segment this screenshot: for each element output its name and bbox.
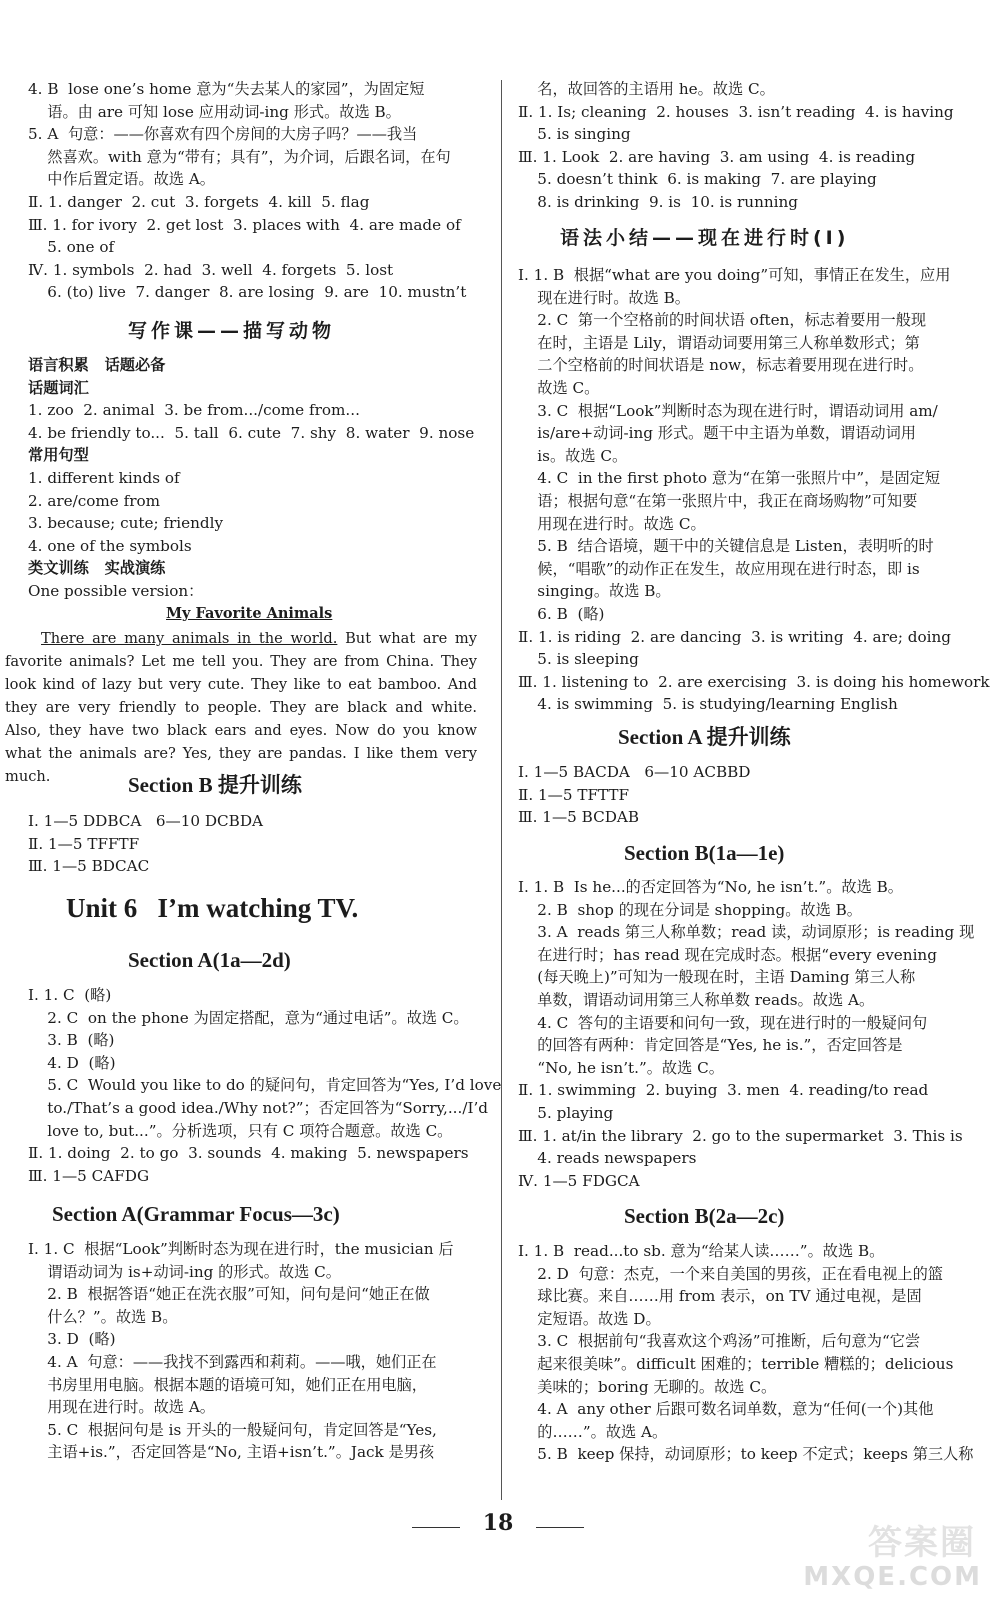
answer-line: 5. B keep 保持，动词原形；to keep 不定式；keeps 第三人称	[518, 1445, 974, 1464]
answer-line: 5. C Would you like to do 的疑问句，肯定回答为“Yes, I’d love	[28, 1076, 502, 1095]
answer-line: 4. A 句意：——我找不到露西和莉莉。——哦，她们正在	[28, 1353, 437, 1371]
answer-line: 4. reads newspapers	[518, 1149, 697, 1168]
answer-line: 4. D (略)	[28, 1053, 116, 1072]
section-b-practice-heading: Section B 提升训练	[128, 773, 302, 797]
answer-line: 书房里用电脑。根据本题的语境可知，她们正在用电脑，	[28, 1375, 427, 1394]
answer-line: 5. is singing	[518, 125, 631, 144]
answer-line: 1. zoo 2. animal 3. be from.../come from...	[28, 401, 360, 420]
answer-line: Ⅲ. 1. Look 2. are having 3. am using 4. is reading	[518, 147, 916, 166]
answer-line: One possible version：	[28, 582, 204, 600]
answer-line: Ⅰ. 1. B read...to sb. 意为“给某人读……”。故选 B。	[518, 1242, 885, 1260]
answer-line: Ⅰ. 1. C 根据“Look”判断时态为现在进行时，the musician 后	[28, 1240, 454, 1258]
answer-line: 现在进行时。故选 B。	[518, 288, 690, 307]
answer-line: 2. D 句意：杰克，一个来自美国的男孩，正在看电视上的篮	[518, 1264, 943, 1283]
answer-line: to./That’s a good idea./Why not?”；否定回答为“Sorry,.../I’d	[28, 1099, 488, 1117]
section-b-1a-1e-heading: Section B(1a—1e)	[624, 841, 785, 865]
answer-line: Ⅲ. 1. at/in the library 2. go to the supermarket 3. This is	[518, 1126, 963, 1145]
answer-line: 主语+is.”，否定回答是“No, 主语+isn’t.”。Jack 是男孩	[28, 1443, 435, 1462]
answer-line: 名，故回答的主语用 he。故选 C。	[518, 80, 775, 98]
answer-line: Ⅲ. 1—5 CAFDG	[28, 1166, 150, 1185]
essay-title: My Favorite Animals	[166, 605, 333, 622]
answer-line: 2. B shop 的现在分词是 shopping。故选 B。	[518, 900, 862, 919]
answer-line: Ⅱ. 1. Is; cleaning 2. houses 3. isn’t reading 4. is having	[518, 102, 954, 121]
answer-line: 5. A 句意：——你喜欢有四个房间的大房子吗？——我当	[28, 125, 418, 144]
answer-line: 6. B (略)	[518, 605, 605, 623]
essay-first-sentence: There are many animals in the world.	[41, 630, 338, 647]
column-divider	[501, 80, 502, 1500]
answer-line: is/are+动词-ing 形式。题干中主语为单数，谓语动词用	[518, 424, 916, 443]
answer-line: 语。由 are 可知 lose 应用动词-ing 形式。故选 B。	[28, 102, 401, 121]
page-number: 18	[482, 1510, 514, 1536]
section-a-practice-heading: Section A 提升训练	[618, 725, 791, 749]
answer-line: Ⅲ. 1—5 BDCAC	[28, 857, 150, 876]
answer-line: 语；根据句意“在第一张照片中，我正在商场购物”可知要	[518, 492, 918, 510]
answer-line: is。故选 C。	[518, 446, 628, 465]
answer-line: 的回答有两种：肯定回答是“Yes, he is.”，否定回答是	[518, 1036, 903, 1055]
unit-heading: Unit 6 I’m watching TV.	[66, 893, 359, 923]
answer-line: Ⅱ. 1. swimming 2. buying 3. men 4. reading/to read	[518, 1081, 929, 1100]
answer-line: 3. A reads 第三人称单数；read 读，动词原形；is reading 现	[518, 923, 975, 942]
answer-line: 4. A any other 后跟可数名词单数，意为“任何(一个)其他	[518, 1400, 934, 1419]
answer-line: Ⅳ. 1—5 FDGCA	[518, 1171, 640, 1190]
section-a-grammar-heading: Section A(Grammar Focus—3c)	[52, 1202, 340, 1226]
answer-line: 2. C 第一个空格前的时间状语 often，标志着要用一般现	[518, 311, 927, 330]
answer-line: Ⅱ. 1. danger 2. cut 3. forgets 4. kill 5. flag	[28, 193, 370, 211]
answer-line: Ⅰ. 1. C (略)	[28, 986, 112, 1004]
answer-line: 5. C 根据问句是 is 开头的一般疑问句，肯定回答是“Yes,	[28, 1420, 437, 1439]
answer-line: 的……”。故选 A。	[518, 1422, 668, 1441]
watermark-en-text: MXQE.COM	[803, 1562, 982, 1592]
answer-line: 美味的；boring 无聊的。故选 C。	[518, 1377, 777, 1396]
answer-line: 二个空格前的时间状语是 now，标志着要用现在进行时。	[518, 356, 924, 375]
answer-line: Ⅲ. 1. for ivory 2. get lost 3. places with 4. are made of	[28, 215, 461, 234]
answer-line: 用现在进行时。故选 C。	[518, 514, 706, 533]
answer-line: 4. C in the first photo 意为“在第一张照片中”，是固定短	[518, 469, 941, 488]
answer-line: 6. (to) live 7. danger 8. are losing 9. are 10. mustn’t	[28, 283, 467, 302]
answer-line: 单数，谓语动词用第三人称单数 reads。故选 A。	[518, 991, 875, 1009]
answer-line: Ⅲ. 1. listening to 2. are exercising 3. is doing his homework	[518, 672, 990, 691]
footer-rule-right	[536, 1527, 584, 1528]
answer-line: Ⅰ. 1—5 DDBCA 6—10 DCBDA	[28, 812, 263, 830]
answer-line: 2. B 根据答语“她正在洗衣服”可知，问句是问“她正在做	[28, 1285, 430, 1304]
answer-line: 谓语动词为 is+动词-ing 的形式。故选 C。	[28, 1262, 341, 1281]
answer-line: 1. different kinds of	[28, 469, 180, 487]
answer-line: Ⅱ. 1—5 TFTTF	[518, 785, 630, 804]
answer-line: 3. C 根据前句“我喜欢这个鸡汤”可推断，后句意为“它尝	[518, 1332, 921, 1351]
answer-line: 中作后置定语。故选 A。	[28, 170, 215, 189]
answer-line: 4. is swimming 5. is studying/learning English	[518, 695, 898, 714]
answer-line: Ⅰ. 1. B Is he...的否定回答为“No, he isn’t.”。故选 B。	[518, 878, 903, 896]
answer-line: 常用句型	[28, 446, 89, 465]
answer-line: 语言积累 话题必备	[28, 356, 166, 374]
answer-line: 类文训练 实战演练	[28, 559, 166, 578]
answer-line: 什么？”。故选 B。	[28, 1307, 178, 1326]
answer-line: Ⅰ. 1. B 根据“what are you doing”可知，事情正在发生，应用	[518, 266, 951, 284]
answer-line: 故选 C。	[518, 379, 600, 397]
answer-line: 5. is sleeping	[518, 650, 639, 669]
answer-line: 话题词汇	[28, 378, 89, 397]
answer-line: 3. C 根据“Look”判断时态为现在进行时，谓语动词用 am/	[518, 401, 938, 420]
answer-line: Ⅳ. 1. symbols 2. had 3. well 4. forgets 5. lost	[28, 260, 394, 279]
essay-rest: But what are my favorite animals? Let me tell you. They are from China. They look kind of lazy but very cute. They like to eat bamboo. And they are very friendly to people. They are black and white. Also, they have two black ears and eyes. Now do you know what the animals are? Yes, they are pandas. I like them very much.	[5, 630, 477, 785]
answer-line: 用现在进行时。故选 A。	[28, 1398, 215, 1417]
watermark-cn-text: 答案圈	[868, 1523, 976, 1563]
answer-line: 定短语。故选 D。	[518, 1309, 661, 1328]
section-b-2a-2c-heading: Section B(2a—2c)	[624, 1204, 785, 1228]
answer-line: Ⅱ. 1. is riding 2. are dancing 3. is writing 4. are; doing	[518, 627, 951, 646]
watermark-logo	[803, 1512, 982, 1592]
answer-line: Ⅲ. 1—5 BCDAB	[518, 808, 640, 827]
answer-line: 5. playing	[518, 1104, 614, 1122]
answer-line: 5. doesn’t think 6. is making 7. are playing	[518, 170, 877, 189]
writing-lesson-heading: 写作课——描写动物	[128, 320, 336, 342]
answer-line: 2. are/come from	[28, 491, 161, 510]
answer-line: 4. be friendly to... 5. tall 6. cute 7. shy 8. water 9. nose	[28, 423, 475, 442]
section-a-1a-2d-heading: Section A(1a—2d)	[128, 948, 291, 972]
answer-line: “No, he isn’t.”。故选 C。	[518, 1058, 724, 1077]
answer-line: 在时，主语是 Lily，谓语动词要用第三人称单数形式；第	[518, 333, 920, 352]
answer-line: 球比赛。来自……用 from 表示，on TV 通过电视，是固	[518, 1287, 922, 1306]
answer-line: 然喜欢。with 意为“带有；具有”，为介词，后跟名词，在句	[28, 147, 451, 166]
answer-line: Ⅱ. 1—5 TFFTF	[28, 834, 140, 853]
answer-line: 4. one of the symbols	[28, 536, 192, 555]
answer-line: 候，“唱歌”的动作正在发生，故应用现在进行时态，即 is	[518, 559, 920, 578]
answer-line: 5. B 结合语境，题干中的关键信息是 Listen，表明听的时	[518, 537, 934, 556]
answer-line: 5. one of	[28, 238, 115, 257]
answer-line: singing。故选 B。	[518, 582, 671, 601]
footer-rule-left	[412, 1527, 460, 1528]
answer-line: 3. B (略)	[28, 1031, 115, 1050]
answer-line: 2. C on the phone 为固定搭配，意为“通过电话”。故选 C。	[28, 1008, 469, 1027]
answer-line: Ⅰ. 1—5 BACDA 6—10 ACBBD	[518, 763, 751, 781]
answer-line: 4. B lose one’s home 意为“失去某人的家园”，为固定短	[28, 80, 425, 98]
answer-line: 4. C 答句的主语要和问句一致，现在进行时的一般疑问句	[518, 1013, 928, 1032]
answer-line: 8. is drinking 9. is 10. is running	[518, 193, 798, 211]
answer-line: 在进行时；has read 现在完成时态。根据“every evening	[518, 945, 937, 964]
answer-line: 起来很美味”。difficult 困难的；terrible 糟糕的；delicious	[518, 1355, 954, 1373]
answer-line: 3. D (略)	[28, 1330, 116, 1349]
answer-line: (每天晚上)”可知为一般现在时，主语 Daming 第三人称	[518, 968, 916, 987]
answer-line: Ⅱ. 1. doing 2. to go 3. sounds 4. making 5. newspapers	[28, 1144, 469, 1163]
answer-line: love to, but...”。分析选项，只有 C 项符合题意。故选 C。	[28, 1121, 453, 1140]
grammar-summary-heading: 语法小结——现在进行时(Ⅰ)	[560, 227, 850, 249]
answer-line: 3. because; cute; friendly	[28, 514, 224, 533]
essay-body	[5, 627, 477, 788]
